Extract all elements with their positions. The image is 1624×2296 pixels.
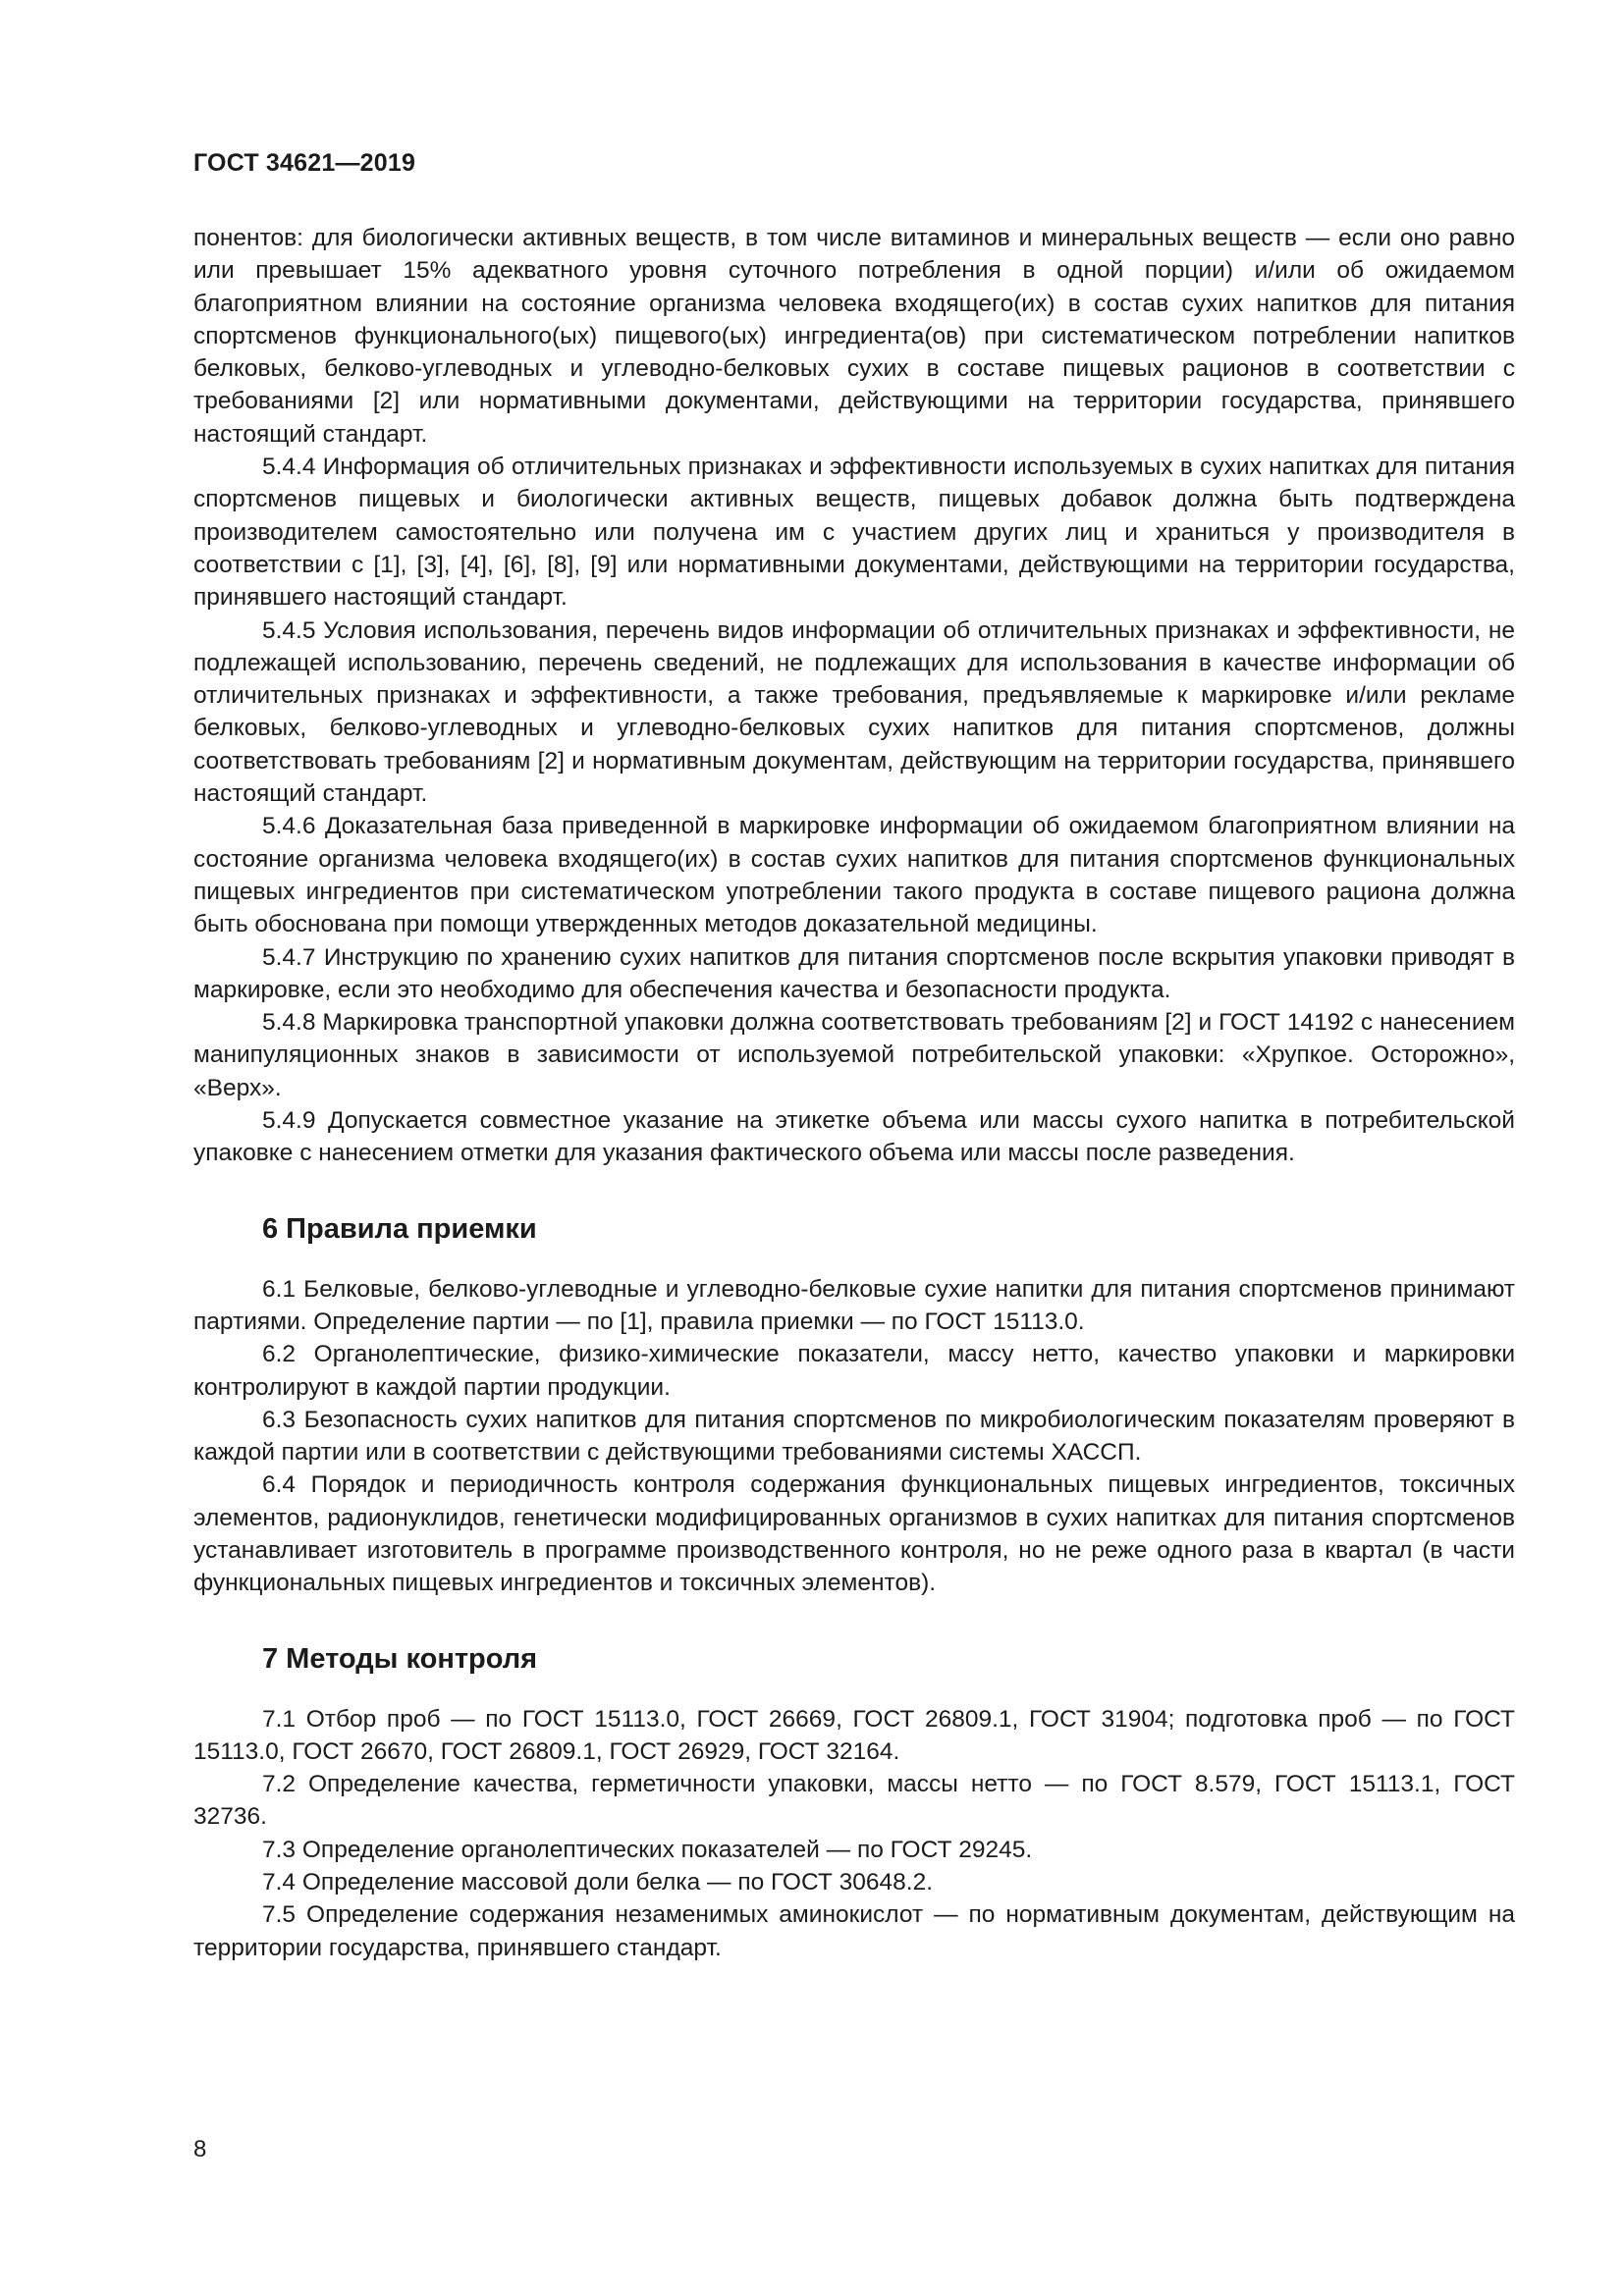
page-number: 8 [193, 2136, 207, 2163]
paragraph-6-4: 6.4 Порядок и периодичность контроля содержания функциональных пищевых ингредиентов, токсичных элементов, радионуклидов, генетически модифицированных организмов в сухих напитках для питания спортсменов устанавливает изготовитель в программе производственного контроля, но не реже одного раза в квартал (в части функциональных пищевых ингредиентов и токсичных элементов). [193, 1471, 1515, 1597]
paragraph-5-4-8: 5.4.8 Маркировка транспортной упаковки должна соответствовать требованиям [2] и ГОСТ 14192 с нанесением манипуляционных знаков в зависимости от используемой потребительской упаковки: «Хрупкое. Осторожно», «Верх». [193, 1009, 1515, 1101]
paragraph-5-4-5: 5.4.5 Условия использования, перечень видов информации об отличительных признаках и эффективности, не подлежащей использованию, перечень сведений, не подлежащих для использования в качестве информации об отличительных признаках и эффективности, а также требования, предъявляемые к маркировке и/или рекламе белковых, белково-углеводных и углеводно-белковых сухих напитков для питания спортсменов, должны соответствовать требованиям [2] и нормативным документам, действующим на территории государства, принявшего настоящий стандарт. [193, 616, 1515, 808]
paragraph-5-4-6: 5.4.6 Доказательная база приведенной в маркировке информации об ожидаемом благоприятном влиянии на состояние организма человека входящего(их) в состав сухих напитков для питания спортсменов функциональных пищевых ингредиентов при систематическом употреблении такого продукта в составе пищевого рациона должна быть обоснована при помощи утвержденных методов доказательной медицины. [193, 813, 1515, 938]
paragraph-5-4-3-continued: понентов: для биологически активных веществ, в том числе витаминов и минеральных веществ — если оно равно или превышает 15% адекватного уровня суточного потребления в одной порции) и/или об ожидаемом благоприятном влиянии на состояние организма человека входящего(их) в состав сухих напитков для питания спортсменов функционального(ых) пищевого(ых) ингредиента(ов) при систематическом потреблении напитков белковых, белково-углеводных и углеводно-белковых сухих в составе пищевых рационов в соответствии с требованиями [2] или нормативными документами, действующими на территории государства, принявшего настоящий стандарт. [193, 225, 1515, 448]
paragraph-6-2: 6.2 Органолептические, физико-химические показатели, массу нетто, качество упаковки и маркировки контролируют в каждой партии продукции. [193, 1341, 1515, 1401]
section-6-title: 6 Правила приемки [262, 1212, 537, 1245]
paragraph-6-3: 6.3 Безопасность сухих напитков для питания спортсменов по микробиологическим показателям проверяют в каждой партии или в соответствии с действующими требованиями системы ХАССП. [193, 1406, 1515, 1467]
paragraph-6-1: 6.1 Белковые, белково-углеводные и углеводно-белковые сухие напитки для питания спортсменов принимают партиями. Определение партии — по [1], правила приемки — по ГОСТ 15113.0. [193, 1275, 1515, 1335]
paragraph-5-4-4: 5.4.4 Информация об отличительных признаках и эффективности используемых в сухих напитках для питания спортсменов пищевых и биологически активных веществ, пищевых добавок должна быть подтверждена производителем самостоятельно или получена им с участием других лиц и храниться у производителя в соответствии с [1], [3], [4], [6], [8], [9] или нормативными документами, действующими на территории государства, принявшего настоящий стандарт. [193, 454, 1515, 612]
paragraph-7-3: 7.3 Определение органолептических показателей — по ГОСТ 29245. [262, 1836, 1033, 1863]
paragraph-5-4-9: 5.4.9 Допускается совместное указание на этикетке объема или массы сухого напитка в потребительской упаковке с нанесением отметки для указания фактического объема или массы после разведения. [193, 1107, 1515, 1167]
section-7-title: 7 Методы контроля [262, 1642, 538, 1675]
paragraph-7-2: 7.2 Определение качества, герметичности упаковки, массы нетто — по ГОСТ 8.579, ГОСТ 15113.1, ГОСТ 32736. [193, 1771, 1515, 1831]
document-header: ГОСТ 34621—2019 [193, 149, 416, 177]
paragraph-5-4-7: 5.4.7 Инструкцию по хранению сухих напитков для питания спортсменов после вскрытия упаковки приводят в маркировке, если это необходимо для обеспечения качества и безопасности продукта. [193, 943, 1515, 1003]
paragraph-7-1: 7.1 Отбор проб — по ГОСТ 15113.0, ГОСТ 26669, ГОСТ 26809.1, ГОСТ 31904; подготовка проб — по ГОСТ 15113.0, ГОСТ 26670, ГОСТ 26809.1, ГОСТ 26929, ГОСТ 32164. [193, 1705, 1515, 1765]
document-body [193, 222, 1515, 1964]
paragraph-7-4: 7.4 Определение массовой доли белка — по ГОСТ 30648.2. [262, 1869, 934, 1896]
paragraph-7-5: 7.5 Определение содержания незаменимых аминокислот — по нормативным документам, действующим на территории государства, принявшего стандарт. [193, 1901, 1515, 1961]
